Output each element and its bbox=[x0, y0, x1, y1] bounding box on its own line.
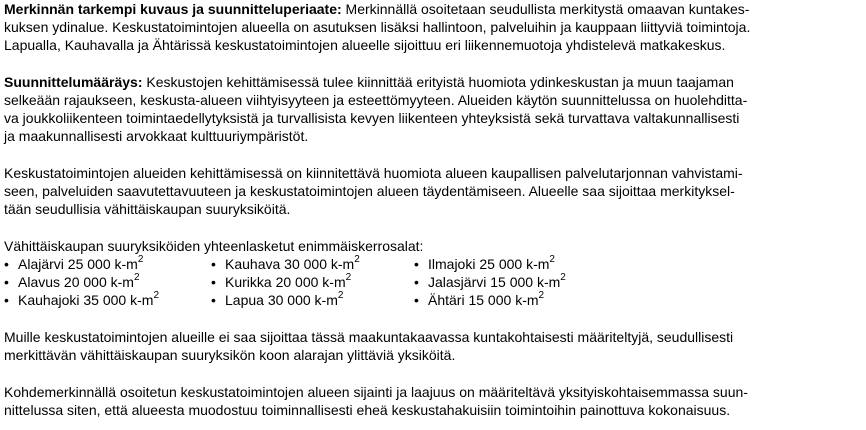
list-item bbox=[4, 291, 211, 309]
list-item bbox=[211, 291, 414, 309]
list-item bbox=[211, 273, 414, 291]
list-item-value: 20 000 bbox=[63, 274, 107, 290]
spacer bbox=[4, 54, 862, 73]
spacer bbox=[4, 309, 862, 328]
bullet-icon: • bbox=[211, 274, 216, 290]
bullet-icon: • bbox=[414, 256, 419, 272]
list-item-unit: k-m bbox=[114, 256, 138, 272]
bullet-icon: • bbox=[4, 256, 9, 272]
description-paragraph bbox=[4, 0, 862, 54]
list-item-unit: k-m bbox=[130, 292, 154, 308]
list-item-value: 15 000 bbox=[468, 292, 512, 308]
regulation-line-4: ja maakunnallisesti arvokkaat kulttuuriympäristöt. bbox=[4, 128, 309, 144]
list-item bbox=[414, 291, 614, 309]
list-item-value: 25 000 bbox=[479, 256, 523, 272]
restriction-line-1: Muille keskustatoimintojen alueille ei saa sijoittaa tässä maakuntakaavassa kuntakohtaisesti määriteltyjä, seudullisesti bbox=[4, 329, 734, 345]
list-item-value: 35 000 bbox=[83, 292, 127, 308]
list-item bbox=[4, 273, 211, 291]
bullet-icon: • bbox=[414, 274, 419, 290]
list-item-value: 20 000 bbox=[275, 274, 319, 290]
description-line-1-text: Merkinnällä osoitetaan seudullista merkitystä omaavan kuntakes- bbox=[341, 1, 750, 17]
list-item-place: Ilmajoki bbox=[428, 256, 476, 272]
list-item-place: Ähtäri bbox=[428, 292, 465, 308]
location-line-1: Kohdemerkinnällä osoitetun keskustatoimintojen alueen sijainti ja laajuus on määriteltävä yksityiskohtaisemmassa suun- bbox=[4, 384, 748, 400]
bullet-icon: • bbox=[4, 292, 9, 308]
list-item-exponent: 2 bbox=[549, 254, 555, 265]
floor-area-list bbox=[4, 255, 862, 309]
list-item-value: 30 000 bbox=[267, 292, 311, 308]
list-item bbox=[211, 255, 414, 273]
list-item-exponent: 2 bbox=[354, 254, 360, 265]
floor-area-column-1 bbox=[4, 255, 211, 309]
spacer bbox=[4, 145, 862, 164]
description-line-1 bbox=[4, 0, 862, 18]
location-line-2: nittelussa siten, että alueesta muodostuu toiminnallisesti eheä keskustahakuisiin toimintoihin painottuva kokonaisuus. bbox=[4, 402, 731, 418]
list-item bbox=[414, 255, 614, 273]
development-line-1: Keskustatoimintojen alueiden kehittämisessä on kiinnitettävä huomiota alueen kaupallisen palvelutarjonnan vahvistami- bbox=[4, 165, 743, 181]
list-item-value: 25 000 bbox=[67, 256, 111, 272]
list-item-unit: k-m bbox=[515, 292, 539, 308]
list-item-place: Alavus bbox=[18, 274, 61, 290]
list-item-value: 30 000 bbox=[284, 256, 327, 272]
restriction-line-2: merkittävän vähittäiskaupan suuryksikön koon alarajan ylittäviä yksiköitä. bbox=[4, 347, 456, 363]
development-line-2: seen, palveluiden saavutettavuuteen ja keskustatoimintojen alueen täydentämiseen. Alueelle saa sijoittaa merkityksel- bbox=[4, 183, 735, 199]
list-item-place: Kauhajoki bbox=[18, 292, 80, 308]
bullet-icon: • bbox=[211, 292, 216, 308]
location-paragraph bbox=[4, 383, 862, 419]
floor-area-section bbox=[4, 237, 862, 309]
list-item-exponent: 2 bbox=[337, 290, 344, 301]
regulation-line-1 bbox=[4, 73, 862, 91]
restriction-paragraph bbox=[4, 328, 862, 364]
list-item-place: Jalasjärvi bbox=[428, 274, 487, 290]
floor-area-intro: Vähittäiskaupan suuryksiköiden yhteenlasketut enimmäiskerrosalat: bbox=[4, 238, 424, 254]
list-item bbox=[4, 255, 211, 273]
list-item-place: Lapua bbox=[225, 292, 264, 308]
list-item bbox=[414, 273, 614, 291]
bullet-icon: • bbox=[4, 274, 9, 290]
regulation-line-1-text: Keskustojen kehittämisessä tulee kiinnittää erityistä huomiota ydinkeskustan ja muun taajaman bbox=[142, 74, 734, 90]
list-item-unit: k-m bbox=[314, 292, 338, 308]
spacer bbox=[4, 364, 862, 383]
regulation-heading: Suunnittelumääräys: bbox=[4, 74, 143, 90]
description-line-3: Lapualla, Kauhavalla ja Ähtärissä keskustatoimintojen alueelle sijoittuu eri liikennemuotoja yhdistelevä matkakeskus. bbox=[4, 37, 726, 53]
bullet-icon: • bbox=[211, 256, 216, 272]
floor-area-column-3 bbox=[414, 255, 614, 309]
list-item-exponent: 2 bbox=[133, 272, 140, 283]
list-item-unit: k-m bbox=[536, 274, 561, 290]
description-line-2: kuksen ydinalue. Keskustatoimintojen alueella on asutuksen lisäksi hallintoon, palveluihin ja kauppaan liittyviä toimintoja. bbox=[4, 19, 751, 35]
regulation-paragraph bbox=[4, 73, 862, 145]
regulation-line-3: va joukkoliikenteen toimintaedellytyksistä ja turvallisista kevyen liikenteen yhteyksistä sekä turvattava valtakunnallisesti bbox=[4, 110, 740, 126]
list-item-exponent: 2 bbox=[560, 272, 566, 283]
list-item-unit: k-m bbox=[526, 256, 550, 272]
list-item-unit: k-m bbox=[322, 274, 346, 290]
list-item-exponent: 2 bbox=[137, 254, 144, 265]
list-item-exponent: 2 bbox=[153, 290, 159, 301]
list-item-place: Kauhava bbox=[225, 256, 281, 272]
list-item-unit: k-m bbox=[330, 256, 355, 272]
list-item-place: Alajärvi bbox=[18, 256, 64, 272]
development-paragraph bbox=[4, 164, 862, 218]
list-item-value: 15 000 bbox=[490, 274, 534, 290]
list-item-place: Kurikka bbox=[225, 274, 272, 290]
description-heading: Merkinnän tarkempi kuvaus ja suunnitteluperiaate: bbox=[4, 1, 342, 17]
spacer bbox=[4, 218, 862, 237]
regulation-line-2: selkeään rajaukseen, keskusta-alueen viihtyisyyteen ja esteettömyyteen. Alueiden käytön suunnittelussa on huolehditta- bbox=[4, 92, 748, 108]
development-line-3: tään seudullisia vähittäiskaupan suuryksiköitä. bbox=[4, 201, 291, 217]
list-item-exponent: 2 bbox=[345, 272, 352, 283]
list-item-unit: k-m bbox=[110, 274, 134, 290]
bullet-icon: • bbox=[414, 292, 419, 308]
list-item-exponent: 2 bbox=[538, 290, 545, 301]
floor-area-column-2 bbox=[211, 255, 414, 309]
